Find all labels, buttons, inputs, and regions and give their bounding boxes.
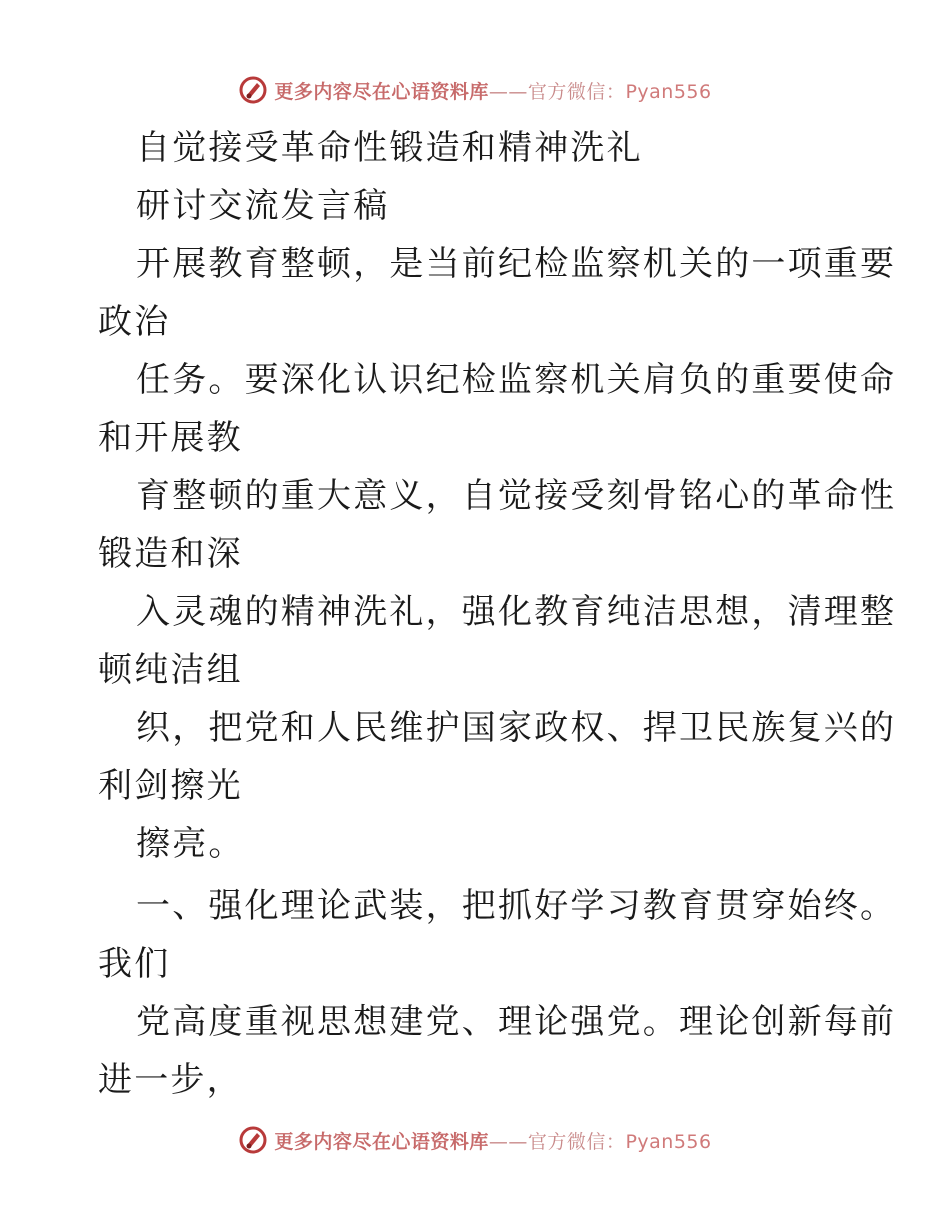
doc-section-heading: 一、强化理论武装，把抓好学习教育贯穿始终。 <box>136 886 897 926</box>
footer-watermark <box>0 1120 950 1160</box>
watermark-text <box>274 1127 711 1154</box>
doc-title: 自觉接受革命性锻造和精神洗礼 <box>136 128 643 168</box>
doc-line: 顿纯洁组 <box>98 650 243 690</box>
doc-line: 入灵魂的精神洗礼，强化教育纯洁思想，清理整 <box>136 592 897 632</box>
doc-line: 我们 <box>98 944 171 984</box>
watermark-wechat-id: Pyan556 <box>625 1130 712 1153</box>
doc-subtitle: 研讨交流发言稿 <box>136 186 390 226</box>
brand-logo-icon <box>238 1125 268 1155</box>
doc-line: 育整顿的重大意义，自觉接受刻骨铭心的革命性 <box>136 476 897 516</box>
watermark-separator: —— <box>488 80 528 103</box>
watermark-wechat-id: Pyan556 <box>625 80 712 103</box>
doc-line: 任务。要深化认识纪检监察机关肩负的重要使命 <box>136 360 897 400</box>
doc-line: 开展教育整顿，是当前纪检监察机关的一项重要 <box>136 244 897 284</box>
doc-line: 织，把党和人民维护国家政权、捍卫民族复兴的 <box>136 708 897 748</box>
doc-line: 擦亮。 <box>136 824 245 864</box>
watermark-separator: —— <box>488 1130 528 1153</box>
watermark-brand: 更多内容尽在心语资料库 <box>274 80 489 103</box>
doc-line: 政治 <box>98 302 171 342</box>
doc-line: 和开展教 <box>98 418 243 458</box>
doc-line: 锻造和深 <box>98 534 243 574</box>
doc-line: 利剑擦光 <box>98 766 243 806</box>
watermark-contact: 官方微信： <box>527 80 626 103</box>
doc-line: 党高度重视思想建党、理论强党。理论创新每前 <box>136 1002 897 1042</box>
doc-line: 进一步， <box>98 1060 243 1100</box>
watermark-contact: 官方微信： <box>527 1130 626 1153</box>
watermark-brand: 更多内容尽在心语资料库 <box>274 1130 489 1153</box>
